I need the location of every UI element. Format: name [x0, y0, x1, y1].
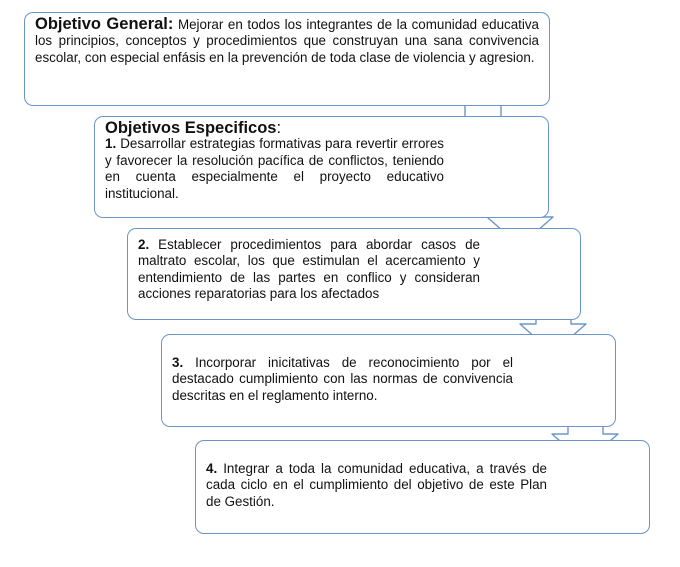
objetivos-especificos-box [94, 116, 549, 218]
objetivo-4-text: Integrar a toda la comunidad educativa, a través de cada ciclo en el cumplimiento del objetivo de este Plan de Gestión. [206, 461, 547, 509]
objetivo-especifico-2-box [127, 228, 581, 320]
objetivo-especifico-4 [206, 461, 547, 510]
objetivo-general-box [24, 12, 550, 106]
objetivo-2-text: Establecer procedimientos para abordar casos de maltrato escolar, los que estimulan el acercamiento y entendimiento de las partes en conflico y consideran acciones reparatorias para los afectados [138, 237, 480, 302]
objetivo-general-text [35, 16, 539, 66]
objetivos-especificos-title: Objetivos Especificos [105, 119, 277, 137]
objetivo-especifico-4-box [195, 440, 650, 534]
objetivo-especifico-1 [105, 136, 444, 202]
objetivos-especificos-heading [105, 120, 444, 136]
objetivo-1-text: Desarrollar estrategias formativas para revertir errores y favorecer la resolución pacífica de conflictos, teniendo en cuenta especialmente el proyecto educativo institucional. [105, 136, 444, 201]
objetivo-general-colon: : [167, 15, 174, 33]
objetivo-3-number: 3. [172, 355, 184, 370]
objetivo-general-body: Mejorar en todos los integrantes de la comunidad educativa los principios, conceptos y procedimientos que construyan una sana convivencia escolar, con especial enfásis en la prevención de toda clase de violencia y agresion. [35, 17, 539, 65]
objetivo-especifico-3-box [161, 334, 616, 427]
objetivo-4-number: 4. [206, 461, 218, 476]
objetivo-2-number: 2. [138, 237, 150, 252]
objetivo-1-number: 1. [105, 136, 117, 152]
objetivo-3-text: Incorporar inicitativas de reconocimiento por el destacado cumplimiento con las normas de convivencia descritas en el reglamento interno. [172, 355, 513, 403]
objetivos-especificos-colon: : [276, 119, 282, 137]
objetivo-especifico-2 [138, 237, 480, 303]
objetivo-general-title: Objetivo General [35, 15, 168, 33]
objetivo-especifico-3 [172, 355, 513, 404]
